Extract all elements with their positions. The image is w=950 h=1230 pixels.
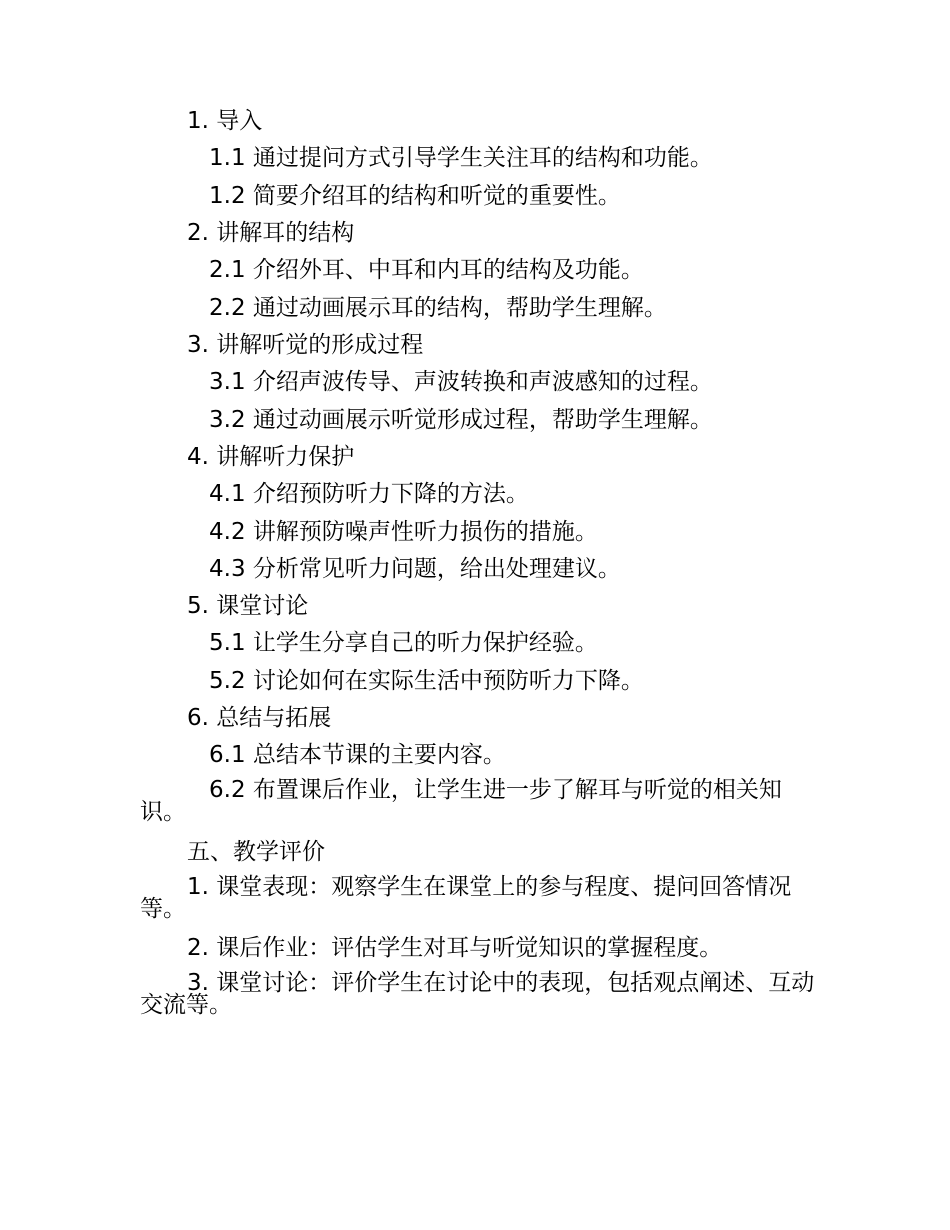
item-1-1: 1.1 通过提问方式引导学生关注耳的结构和功能。 [209, 145, 713, 171]
item-3-2: 3.2 通过动画展示听觉形成过程，帮助学生理解。 [209, 407, 713, 433]
item-1-2: 1.2 简要介绍耳的结构和听觉的重要性。 [209, 183, 621, 209]
item-5-1: 5.1 让学生分享自己的听力保护经验。 [209, 630, 598, 656]
item-6-2: 6.2 布置课后作业，让学生进一步了解耳与听觉的相关知识。 [140, 777, 782, 825]
item-6-1: 6.1 总结本节课的主要内容。 [209, 742, 506, 768]
section-5-heading: 5. 课堂讨论 [187, 593, 309, 619]
section-4-heading: 4. 讲解听力保护 [187, 444, 355, 470]
item-2-2: 2.2 通过动画展示耳的结构，帮助学生理解。 [209, 295, 667, 321]
evaluation-item-2: 2. 课后作业：评估学生对耳与听觉知识的掌握程度。 [187, 935, 723, 961]
section-3-heading: 3. 讲解听觉的形成过程 [187, 332, 424, 358]
section-1-heading: 1. 导入 [187, 108, 263, 134]
item-5-2: 5.2 讨论如何在实际生活中预防听力下降。 [209, 668, 644, 694]
item-4-1: 4.1 介绍预防听力下降的方法。 [209, 481, 529, 507]
evaluation-heading: 五、教学评价 [187, 839, 325, 865]
item-2-1: 2.1 介绍外耳、中耳和内耳的结构及功能。 [209, 257, 644, 283]
item-4-3: 4.3 分析常见听力问题，给出处理建议。 [209, 556, 621, 582]
item-4-2: 4.2 讲解预防噪声性听力损伤的措施。 [209, 519, 598, 545]
item-3-1: 3.1 介绍声波传导、声波转换和声波感知的过程。 [209, 369, 713, 395]
evaluation-item-1: 1. 课堂表现：观察学生在课堂上的参与程度、提问回答情况等。 [140, 874, 792, 922]
section-6-heading: 6. 总结与拓展 [187, 705, 332, 731]
evaluation-item-3: 3. 课堂讨论：评价学生在讨论中的表现，包括观点阐述、互动交流等。 [140, 970, 815, 1018]
section-2-heading: 2. 讲解耳的结构 [187, 220, 355, 246]
